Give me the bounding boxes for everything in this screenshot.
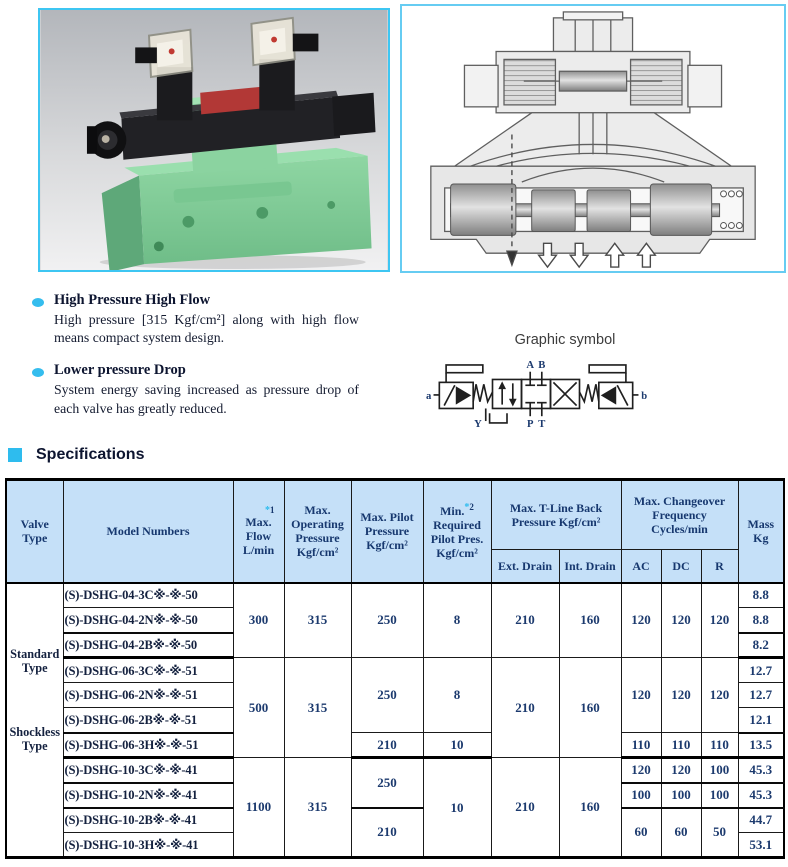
ac-value: 100	[621, 783, 661, 808]
dc-value: 60	[661, 808, 701, 858]
col-header-model-numbers: Model Numbers	[63, 480, 233, 583]
min-pilot-value: 10	[423, 758, 491, 858]
dc-value: 120	[661, 583, 701, 658]
specifications-table	[5, 478, 785, 859]
ac-value: 120	[621, 583, 661, 658]
r-value: 50	[701, 808, 738, 858]
min-pilot-value: 8	[423, 658, 491, 733]
cross-section-diagram	[400, 4, 786, 273]
table-row	[6, 808, 784, 833]
r-value: 120	[701, 658, 738, 733]
col-header-valve-type: Valve Type	[6, 480, 63, 583]
feature-body: High pressure [315 Kgf/cm²] along with high flow means compact system design.	[54, 312, 359, 346]
table-row	[6, 583, 784, 608]
col-header-r: R	[701, 550, 738, 583]
flow-value: 500	[233, 658, 284, 758]
pilot-pressure-value: 210	[351, 733, 423, 758]
mass-value: 8.8	[738, 608, 784, 633]
pilot-pressure-value: 250	[351, 658, 423, 733]
model-number-cell: (S)-DSHG-06-2N※-※-51	[63, 683, 233, 708]
flow-value: 1100	[233, 758, 284, 858]
specifications-heading	[8, 446, 144, 464]
dc-value: 120	[661, 758, 701, 783]
mass-value: 8.8	[738, 583, 784, 608]
port-label-t: T	[538, 418, 546, 430]
model-number-cell: (S)-DSHG-10-2B※-※-41	[63, 808, 233, 833]
mass-value: 13.5	[738, 733, 784, 758]
col-header-mass: Mass Kg	[738, 480, 784, 583]
table-header-row	[6, 480, 784, 550]
mass-value: 12.7	[738, 683, 784, 708]
col-header-max-flow: *1 Max. Flow L/min	[233, 480, 284, 583]
feature-title: High Pressure High Flow	[54, 292, 211, 308]
col-header-min-required: Min.$^{*2}$ Required Pilot Pres. Kgf/cm²	[423, 480, 491, 583]
feature-list	[32, 292, 368, 433]
solenoid-label-a: a	[426, 390, 432, 402]
graphic-symbol-label: Graphic symbol	[514, 332, 616, 348]
pilot-pressure-value: 250	[351, 758, 423, 808]
int-drain-value: 160	[559, 758, 621, 858]
ac-value: 120	[621, 758, 661, 783]
int-drain-value: 160	[559, 658, 621, 758]
ac-value: 120	[621, 658, 661, 733]
r-value: 100	[701, 758, 738, 783]
model-number-cell: (S)-DSHG-10-3C※-※-41	[63, 758, 233, 783]
table-row	[6, 733, 784, 758]
model-number-cell: (S)-DSHG-04-3C※-※-50	[63, 583, 233, 608]
dc-value: 120	[661, 658, 701, 733]
mass-value: 45.3	[738, 758, 784, 783]
ac-value: 60	[621, 808, 661, 858]
table-row	[6, 758, 784, 783]
feature-title: Lower pressure Drop	[54, 362, 186, 379]
bullet-icon	[32, 368, 44, 377]
flow-value: 300	[233, 583, 284, 658]
col-header-int-drain: Int. Drain	[559, 550, 621, 583]
ac-value: 110	[621, 733, 661, 758]
model-number-cell: (S)-DSHG-06-3C※-※-51	[63, 658, 233, 683]
product-photo	[38, 8, 390, 272]
r-value: 120	[701, 583, 738, 658]
dc-value: 100	[661, 783, 701, 808]
dc-value: 110	[661, 733, 701, 758]
r-value: 100	[701, 783, 738, 808]
feature-item	[32, 292, 368, 347]
pilot-pressure-value: 250	[351, 583, 423, 658]
col-header-tline-back-pressure: Max. T-Line Back Pressure Kgf/cm²	[491, 480, 621, 550]
col-header-dc: DC	[661, 550, 701, 583]
col-header-changeover: Max. Changeover Frequency Cycles/min	[621, 480, 738, 550]
mass-value: 53.1	[738, 833, 784, 858]
footnote-star: *	[464, 501, 470, 513]
mass-value: 45.3	[738, 783, 784, 808]
port-label-y: Y	[474, 418, 482, 430]
section-marker-icon	[8, 448, 22, 462]
model-number-cell: (S)-DSHG-10-3H※-※-41	[63, 833, 233, 858]
mass-value: 8.2	[738, 633, 784, 658]
pilot-pressure-value: 210	[351, 808, 423, 858]
feature-item	[32, 362, 368, 417]
operating-pressure-value: 315	[284, 758, 351, 858]
operating-pressure-value: 315	[284, 658, 351, 758]
valve-photo-illustration	[40, 10, 388, 270]
solenoid-label-b: b	[641, 390, 648, 402]
operating-pressure-value: 315	[284, 583, 351, 658]
ext-drain-value: 210	[491, 583, 559, 658]
model-number-cell: (S)-DSHG-10-2N※-※-41	[63, 783, 233, 808]
mass-value: 12.7	[738, 658, 784, 683]
min-pilot-value: 10	[423, 733, 491, 758]
model-number-cell: (S)-DSHG-06-3H※-※-51	[63, 733, 233, 758]
col-header-max-operating: Max. Operating Pressure Kgf/cm²	[284, 480, 351, 583]
footnote-num: 1	[270, 504, 275, 515]
r-value: 110	[701, 733, 738, 758]
col-header-ac: AC	[621, 550, 661, 583]
model-number-cell: (S)-DSHG-04-2B※-※-50	[63, 633, 233, 658]
col-header-max-pilot: Max. Pilot Pressure Kgf/cm²	[351, 480, 423, 583]
model-number-cell: (S)-DSHG-06-2B※-※-51	[63, 708, 233, 733]
int-drain-value: 160	[559, 583, 621, 658]
page-title: Specifications	[36, 446, 145, 463]
ext-drain-value: 210	[491, 658, 559, 758]
footnote-num: 2	[469, 501, 474, 512]
valve-type-standard: Standard Type	[10, 647, 60, 676]
cross-section-illustration	[402, 6, 784, 271]
port-label-a-top: A	[526, 359, 535, 371]
footnote-star: *	[265, 504, 270, 516]
bullet-icon	[32, 298, 44, 307]
valve-type-cell	[6, 583, 63, 858]
col-header-ext-drain: Ext. Drain	[491, 550, 559, 583]
port-label-b-top: B	[538, 359, 546, 371]
port-label-p: P	[526, 418, 534, 430]
feature-body: System energy saving increased as pressure drop of each valve has greatly reduced.	[54, 382, 359, 416]
mass-value: 44.7	[738, 808, 784, 833]
valve-type-shockless: Shockless Type	[9, 724, 61, 753]
mass-value: 12.1	[738, 708, 784, 733]
model-number-cell: (S)-DSHG-04-2N※-※-50	[63, 608, 233, 633]
graphic-symbol	[420, 354, 710, 432]
table-row	[6, 658, 784, 683]
min-pilot-value: 8	[423, 583, 491, 658]
ext-drain-value: 210	[491, 758, 559, 858]
